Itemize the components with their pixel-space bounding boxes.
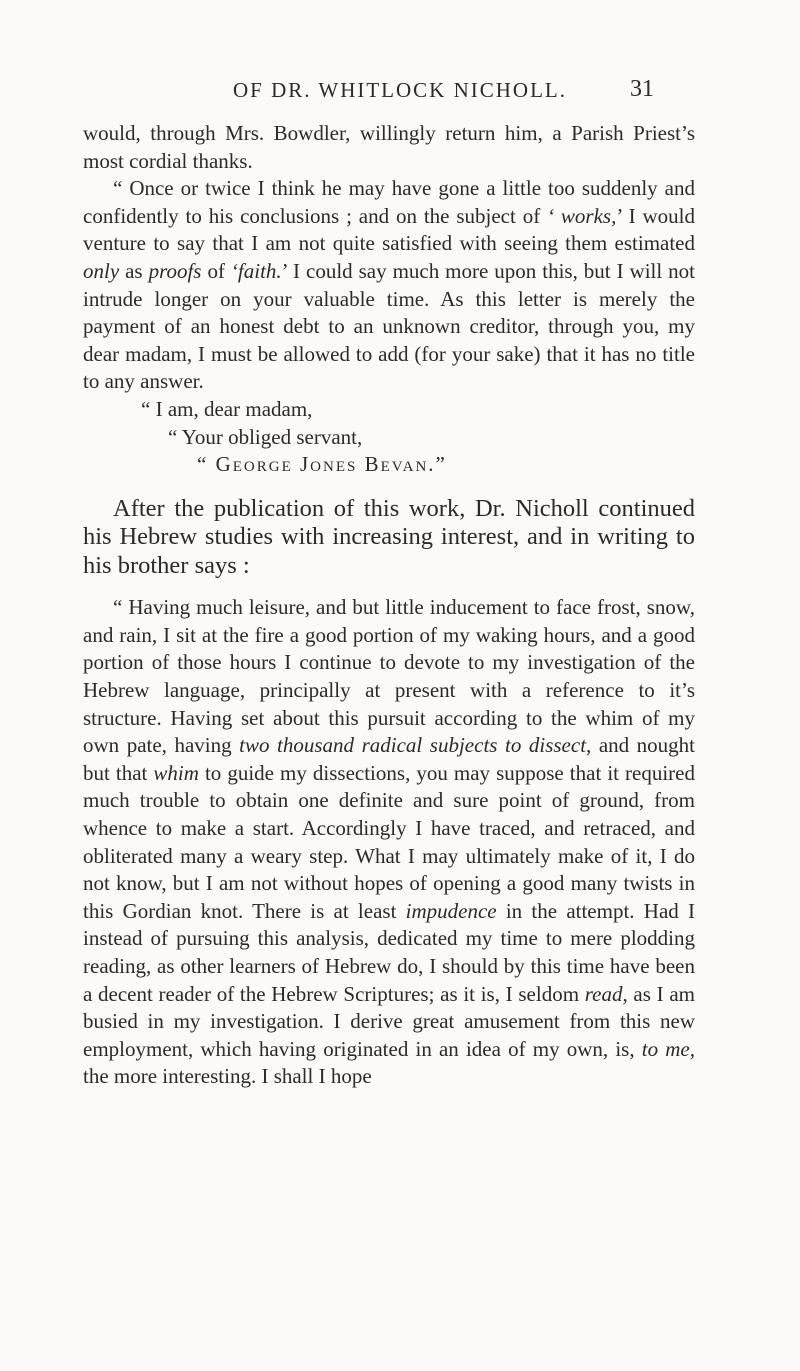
italic-whim: whim [153,760,199,785]
italic-works: ‘ works, [547,203,617,228]
page-body [83,120,695,1091]
running-title: OF DR. WHITLOCK NICHOLL. [232,78,567,102]
text-run: and nought but that [83,733,696,785]
italic-two-thousand: two thousand radical subjects to dissect, [239,733,592,758]
text-run: the more interesting. I shall I hope [83,1064,372,1089]
letter-closing-servant: “ Your obliged servant, [168,424,363,449]
text-run: as [119,258,149,283]
italic-only: only [83,258,120,283]
quoted-letter [83,594,695,1091]
narrative-paragraph: After the publication of this work, Dr. Nicholl continued his Hebrew studies with increasing interest, and in writing to his brother says : [83,494,695,579]
page-number: 31 [630,76,654,102]
text-run: ’ I would venture to say that I am not quite satisfied with seeing them estimated [83,203,695,256]
text-run: in the attempt. Had I instead of pursuing this analysis, dedicated my time to mere plodding reading, as other learners of Hebrew do, I should by this time have been a decent reader of the Hebrew Scriptures; as it is, I seldom [83,898,695,1006]
text-run: to guide my dissections, you may suppose that it required much trouble to obtain one definite and sure point of ground, from whence to make a start. Accordingly I have traced, and retraced, and obliterated many a weary step. What I may ultimately make of it, I do not know, but I am not without hopes of opening a good many twists in this Gordian knot. There is at least [83,760,695,923]
italic-read: read, [584,981,628,1006]
italic-impudence: impudence [405,898,497,923]
running-head [0,78,800,108]
quoted-paragraph [83,594,695,1091]
italic-to-me: to me, [641,1036,695,1061]
text-run: of [201,258,231,283]
italic-proofs: proofs [148,258,202,283]
letter-paragraph-1: would, through Mrs. Bowdler, willingly return him, a Parish Priest’s most cordial thanks. [83,121,695,173]
letter-signature: “ George Jones Bevan.” [197,452,447,477]
text-run: ’ I could say much more upon this, but I will not intrude longer on your valuable time. As this letter is merely the payment of an honest debt to an unknown creditor, through you, my dear madam, I must be allowed to add (for your sake) that it has no title to any answer. [83,258,696,394]
letter-paragraph-2 [83,175,695,396]
letter-closing-salutation: “ I am, dear madam, [141,396,313,421]
italic-faith: ‘faith. [230,258,282,283]
text-run: “ Once or twice I think he may have gone a little too suddenly and confidently to his conclusions ; and on the subject of [83,176,695,228]
text-run: “ Having much leisure, and but little inducement to face frost, snow, and rain, I sit at the fire a good portion of my waking hours, and a good portion of those hours I continue to devote to my investigation of the Hebrew language, principally at present with a reference to it’s structure. Having set about this pursuit according to the whim of my own pate, having [83,595,695,758]
text-run: as I am busied in my investigation. I derive great amusement from this new employment, which having originated in an idea of my own, is, [83,981,695,1061]
